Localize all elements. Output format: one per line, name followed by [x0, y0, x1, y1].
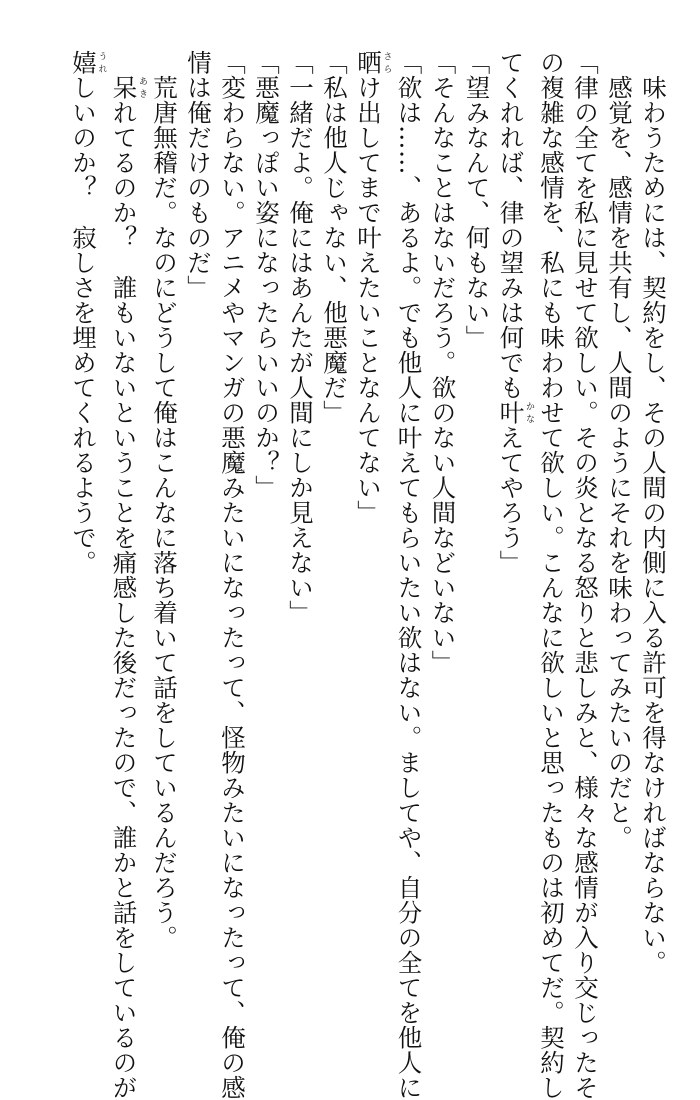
- text-line: [66, 50, 107, 980]
- text-line: [107, 50, 148, 1100]
- text-line: 「一緒だよ。俺にはあんたが人間にしか見えない」: [286, 50, 315, 625]
- text-line: 「変わらない。アニメやマンガの悪魔みたいになったって、怪物みたいになったって、俺の感: [218, 50, 247, 1100]
- text-line: 情は俺だけのものだ」: [184, 50, 213, 300]
- text-line: [351, 50, 392, 980]
- text-segment: しいのか？ 寂しさを埋めてくれるようで。: [69, 75, 98, 575]
- ruby-reading: うれ: [96, 50, 107, 75]
- ruby-sara: [354, 50, 392, 75]
- ruby-base: 嬉: [69, 50, 98, 75]
- text-segment: てくれれば、律の望みは何でも: [496, 50, 526, 400]
- ruby-kana: [496, 400, 534, 425]
- text-line: の複雑な感情を、私にも味わわせて欲しい。こんなに欲しいと思ったものは初めてだ。契約し: [537, 50, 566, 1100]
- ruby-base: 晒: [354, 50, 383, 75]
- text-line: 「そんなことはないだろう。欲のない人間などいない」: [428, 50, 458, 675]
- text-line: 味わうためには、契約をし、その人間の内側に入る許可を得なければならない。: [639, 50, 668, 975]
- text-segment: れてるのか？ 誰もいないということを痛感した後だったので、誰かと話をしているのが: [109, 100, 139, 1100]
- text-line: 感覚を、感情を共有し、人間のようにそれを味わってみたいのだと。: [605, 50, 634, 850]
- text-line: 「律の全てを私に見せて欲しい。その炎となる怒りと悲しみと、様々な感情が入り交じったそ: [571, 50, 600, 1100]
- ruby-reading: かな: [524, 400, 534, 425]
- ruby-base: 叶: [496, 400, 526, 425]
- text-segment: け出してまで叶えたいことなんてない」: [354, 75, 383, 525]
- text-segment: [110, 50, 139, 75]
- ruby-aki: [109, 75, 147, 100]
- vertical-text-block: [66, 50, 670, 1100]
- text-line: 「悪魔っぽい姿になったらいいのか？」: [252, 50, 281, 500]
- text-segment: えてやろう」: [496, 425, 526, 575]
- ruby-base: 呆: [109, 75, 139, 100]
- ruby-reading: あき: [137, 75, 147, 100]
- text-line: 「欲は……、あるよ。でも他人に叶えてもらいたい欲はない。ましてや、自分の全てを他人に: [394, 50, 424, 1100]
- text-line: 荒唐無稽だ。なのにどうして俺はこんなに落ち着いて話をしているんだろう。: [150, 50, 179, 950]
- text-line: [494, 50, 535, 980]
- ruby-reading: さら: [381, 50, 392, 75]
- ruby-ure: [69, 50, 107, 75]
- text-line: 「望みなんて、何もない」: [462, 50, 492, 350]
- text-line: 「私は他人じゃない、他悪魔だ」: [320, 50, 349, 425]
